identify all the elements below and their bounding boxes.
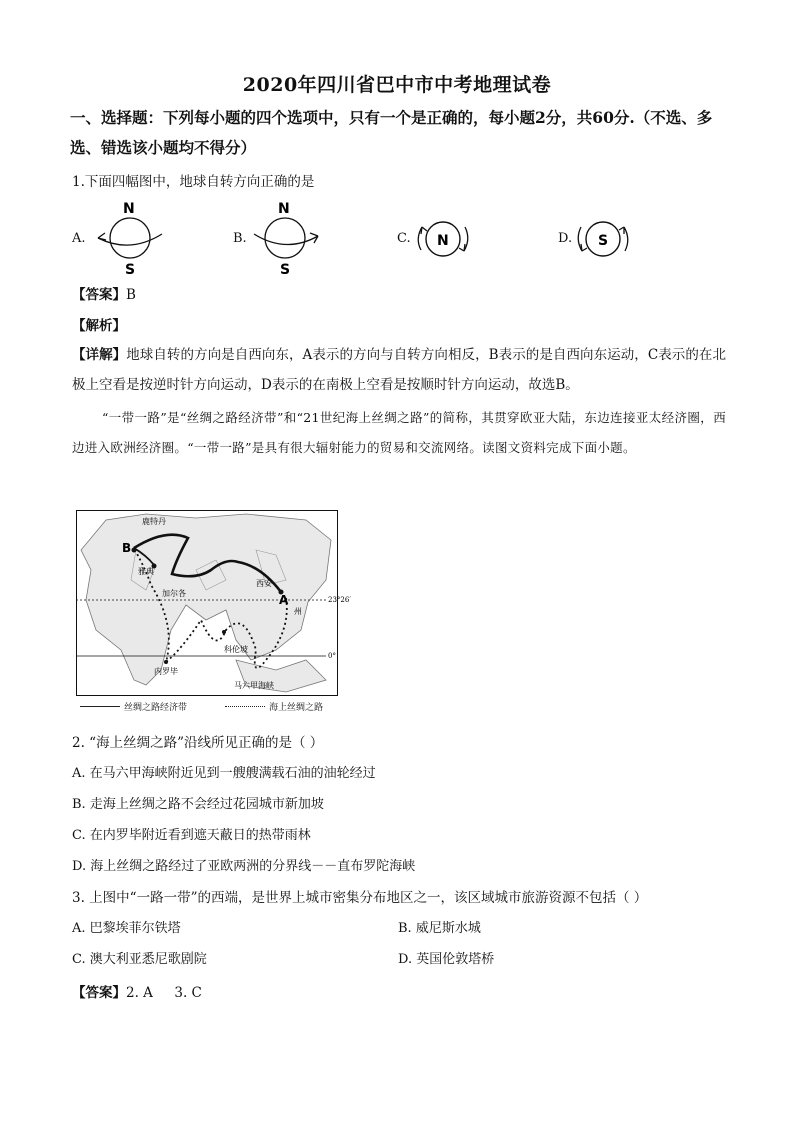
q2-option-b: B. 走海上丝绸之路不会经过花园城市新加坡 [72,797,324,812]
q2-option-d: D. 海上丝绸之路经过了亚欧两洲的分界线－－直布罗陀海峡 [72,859,416,874]
q1-b-rotation-arc [254,234,318,245]
q1-d-pole-label: S [598,233,609,249]
map-label-kolkata: 加尔各 [162,589,186,598]
q1-option-c-label: C. [397,231,411,246]
q1-d-arrow-icon [581,244,587,251]
q1-answer [72,285,136,305]
q3-option-a: A. 巴黎埃菲尔铁塔 [72,921,181,936]
map-label-fuzhou: 州 [294,607,302,616]
q1-b-north-label: N [278,201,290,217]
legend-land-route: 丝绸之路经济带 [80,700,187,713]
page-title: 2020年四川省巴中市中考地理试卷 [242,74,552,96]
detail-text: 地球自转的方向是自西向东，A表示的方向与自转方向相反，B表示的是自西向东运动，C表示的在北极上空看是按逆时针方向运动，D表示的在南极上空看是按顺时针方向运动，故选B。 [72,347,726,393]
map-label-tropic: 23°26′ [328,596,351,604]
city-dot-nairobi [164,660,168,664]
q1-detail [72,340,726,400]
map-label-equator: 0° [328,652,336,660]
city-dot-rotterdam [132,548,137,553]
map-label-b: B [122,541,132,555]
q3-option-b: B. 威尼斯水城 [398,921,481,936]
q1-option-d-polar-figure [573,214,633,264]
map-label-malacca: 马六甲海峡 [234,681,274,690]
map-label-rotterdam: 鹿特丹 [142,517,166,526]
map-label-venice: 雅典 [138,567,154,576]
answer-tag: 【答案】 [72,287,126,303]
q1-c-arrow-icon [421,227,427,234]
q3-option-d: D. 英国伦敦塔桥 [398,952,495,967]
q1-b-globe-circle [265,218,305,258]
reading-material: “一带一路”是“丝绸之路经济带”和“21世纪海上丝绸之路”的简称，其贯穿欧亚大陆，东边连接亚太经济圈，西边进入欧洲经济圈。“一带一路”是具有很大辐射能力的贸易和交流网络。读图文资料完成下面小题。 [72,410,726,455]
map-label-xian: 西安 [256,579,272,588]
q1-option-b-label: B. [233,231,247,246]
legend-solid-line-icon [80,706,120,707]
q1-option-a-label: A. [72,231,86,246]
belt-and-road-map [76,510,351,696]
answer-values: 2. A 3. C [126,985,202,1001]
question-1-stem: 1.下面四幅图中，地球自转方向正确的是 [72,174,315,190]
q3-option-c: C. 澳大利亚悉尼歌剧院 [72,952,207,967]
q1-c-arrow-icon-2 [459,244,465,251]
q2-option-a: A. 在马六甲海峡附近见到一艘艘满载石油的油轮经过 [72,766,376,781]
map-label-a: A [279,593,289,607]
section-heading: 一、选择题：下列每小题的四个选项中，只有一个是正确的，每小题2分，共60分.（不选、多选、错选该小题均不得分） [70,108,713,157]
detail-tag: 【详解】 [72,347,127,363]
q1-d-arrow-icon-2 [619,227,624,234]
q1-option-d-label: D. [558,231,573,246]
q1-a-globe-circle [110,218,150,258]
q1-a-rotation-arc [98,234,162,245]
question-2-stem: 2. “海上丝绸之路”沿线所见正确的是（ ） [72,735,324,751]
q1-b-south-label: S [280,262,291,278]
legend-sea-route: 海上丝绸之路 [225,700,323,713]
answer-value: B [126,287,136,303]
q1-option-a-globe-figure [92,196,172,278]
q2-q3-answer [72,983,202,1003]
q1-a-south-label: S [125,262,136,278]
q1-option-c-polar-figure [413,214,473,264]
q1-a-north-label: N [123,201,135,217]
answer-tag-2: 【答案】 [72,985,126,1001]
q1-analysis-tag: 【解析】 [72,318,126,334]
legend-dotted-line-icon [225,706,265,707]
q2-option-c: C. 在内罗毕附近看到遮天蔽日的热带雨林 [72,828,311,843]
q1-a-arrow-icon [98,233,106,240]
map-label-colombo: 科伦坡 [224,645,248,654]
q1-c-pole-label: N [437,233,449,249]
map-label-nairobi: 内罗毕 [154,667,178,676]
q1-option-b-globe-figure [248,196,328,278]
question-3-stem: 3. 上图中“一路一带”的西端，是世界上城市密集分布地区之一，该区域城市旅游资源不包括（ ） [72,890,648,906]
city-dot-colombo [222,630,226,634]
